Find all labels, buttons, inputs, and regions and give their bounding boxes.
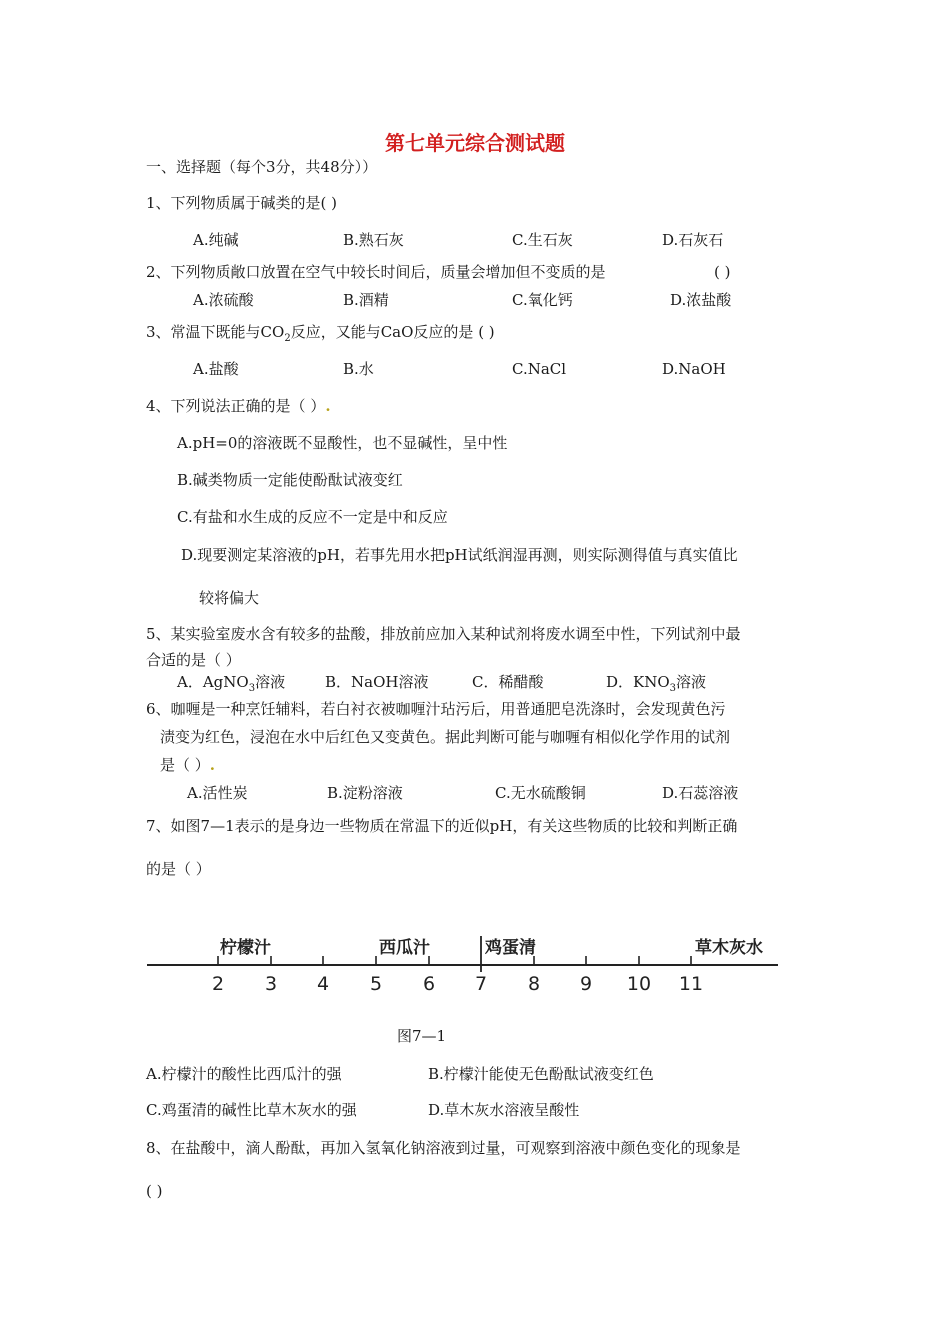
question-4-stem: [146, 396, 331, 416]
tick-label: 4: [316, 973, 330, 995]
q1-option-d: D.石灰石: [662, 231, 724, 249]
q4-stem-text: 4、下列说法正确的是（ ）: [146, 397, 326, 415]
question-3-stem: [146, 322, 495, 349]
q6-option-b: B.淀粉溶液: [327, 784, 403, 802]
q5-option-a: [177, 672, 285, 699]
q6-option-d: D.石蕊溶液: [662, 784, 739, 802]
q6-line3-text: 是（ ）: [160, 756, 210, 774]
q5-option-d-post: 溶液: [676, 673, 707, 691]
q4-option-a: A.pH=0的溶液既不显酸性，也不显碱性，呈中性: [177, 434, 508, 452]
q5-option-a-post: 溶液: [255, 673, 286, 691]
tick-label: 6: [422, 973, 436, 995]
tick-label: 8: [527, 973, 541, 995]
q3-stem-b: 反应，又能与CaO反应的是 ( ): [290, 323, 495, 341]
question-8-line1: 8、在盐酸中，滴人酚酞，再加入氢氧化钠溶液到过量，可观察到溶液中颜色变化的现象是: [146, 1139, 741, 1157]
label-watermelon-juice: 西瓜汁: [379, 938, 430, 958]
label-egg-white: 鸡蛋清: [485, 938, 536, 958]
tick-label: 7: [474, 973, 488, 995]
q7-option-a: A.柠檬汁的酸性比西瓜汁的强: [146, 1065, 342, 1083]
question-6-line3: [160, 755, 215, 775]
q3-option-b: B.水: [343, 360, 374, 378]
q1-option-a: A.纯碱: [193, 231, 239, 249]
q4-option-d: D.现要测定某溶液的pH，若事先用水把pH试纸润湿再测，则实际测得值与真实值比: [181, 546, 738, 564]
tick-label: 9: [579, 973, 593, 995]
q5-option-b: B．NaOH溶液: [325, 673, 429, 691]
q3-option-c: C.NaCl: [512, 360, 567, 378]
q3-stem-a: 3、常温下既能与CO: [146, 323, 285, 341]
label-lemon-juice: 柠檬汁: [220, 938, 271, 958]
q6-option-a: A.活性炭: [187, 784, 248, 802]
q5-option-a-sub: 3: [248, 683, 256, 694]
q7-option-c: C.鸡蛋清的碱性比草木灰水的强: [146, 1101, 357, 1119]
q6-option-c: C.无水硫酸铜: [495, 784, 586, 802]
q5-option-a-pre: A．AgNO: [177, 673, 249, 691]
q2-option-b: B.酒精: [343, 291, 389, 309]
tick-label: 5: [369, 973, 383, 995]
q5-option-d: [606, 672, 706, 699]
question-7-line1: 7、如图7—1表示的是身边一些物质在常温下的近似pH，有关这些物质的比较和判断正确: [146, 817, 738, 835]
q3-stem-sub: 2: [284, 333, 291, 344]
q6-mark: .: [209, 756, 216, 774]
tick-label: 2: [211, 973, 225, 995]
q4-option-d-continued: 较将偏大: [199, 589, 260, 607]
tick-label: 11: [678, 973, 704, 995]
q2-option-a: A.浓硫酸: [193, 291, 254, 309]
q5-option-d-pre: D．KNO: [606, 673, 670, 691]
tick-label: 10: [626, 973, 652, 995]
q3-option-a: A.盐酸: [193, 360, 239, 378]
q2-option-d: D.浓盐酸: [670, 291, 732, 309]
q7-option-b: B.柠檬汁能使无色酚酞试液变红色: [428, 1065, 654, 1083]
q5-option-c: C．稀醋酸: [472, 673, 544, 691]
q5-option-d-sub: 3: [669, 683, 677, 694]
question-7-line2: 的是（ ）: [146, 860, 211, 878]
question-6-line2: 渍变为红色，浸泡在水中后红色又变黄色。据此判断可能与咖喱有相似化学作用的试剂: [160, 728, 731, 746]
page-title: 第七单元综合测试题: [385, 131, 565, 155]
question-2-stem: 2、下列物质敞口放置在空气中较长时间后，质量会增加但不变质的是: [146, 263, 606, 281]
q4-mark: .: [325, 397, 331, 415]
q4-option-c: C.有盐和水生成的反应不一定是中和反应: [177, 508, 448, 526]
question-1-stem: 1、下列物质属于碱类的是( ): [146, 194, 338, 212]
q1-option-c: C.生石灰: [512, 231, 573, 249]
tick-label: 3: [264, 973, 278, 995]
question-8-line2: ( ): [146, 1182, 163, 1200]
figure-caption: 图7—1: [397, 1027, 447, 1045]
question-5-stem-line1: 5、某实验室废水含有较多的盐酸，排放前应加入某种试剂将废水调至中性，下列试剂中最: [146, 625, 741, 643]
label-plant-ash-water: 草木灰水: [695, 938, 763, 958]
q3-option-d: D.NaOH: [662, 360, 726, 378]
section-heading: 一、选择题（每个3分，共48分））: [146, 158, 378, 176]
q4-option-b: B.碱类物质一定能使酚酞试液变红: [177, 471, 403, 489]
q1-option-b: B.熟石灰: [343, 231, 404, 249]
question-6-line1: 6、咖喱是一种烹饪辅料，若白衬衣被咖喱汁玷污后，用普通肥皂洗涤时，会发现黄色污: [146, 700, 726, 718]
q7-option-d: D.草木灰水溶液呈酸性: [428, 1101, 580, 1119]
question-5-stem-line2: 合适的是（ ）: [146, 651, 241, 669]
ph-scale-figure: [0, 920, 950, 1000]
question-2-paren: ( ): [714, 263, 731, 281]
q2-option-c: C.氧化钙: [512, 291, 573, 309]
ph-tick-marks: [218, 956, 691, 965]
